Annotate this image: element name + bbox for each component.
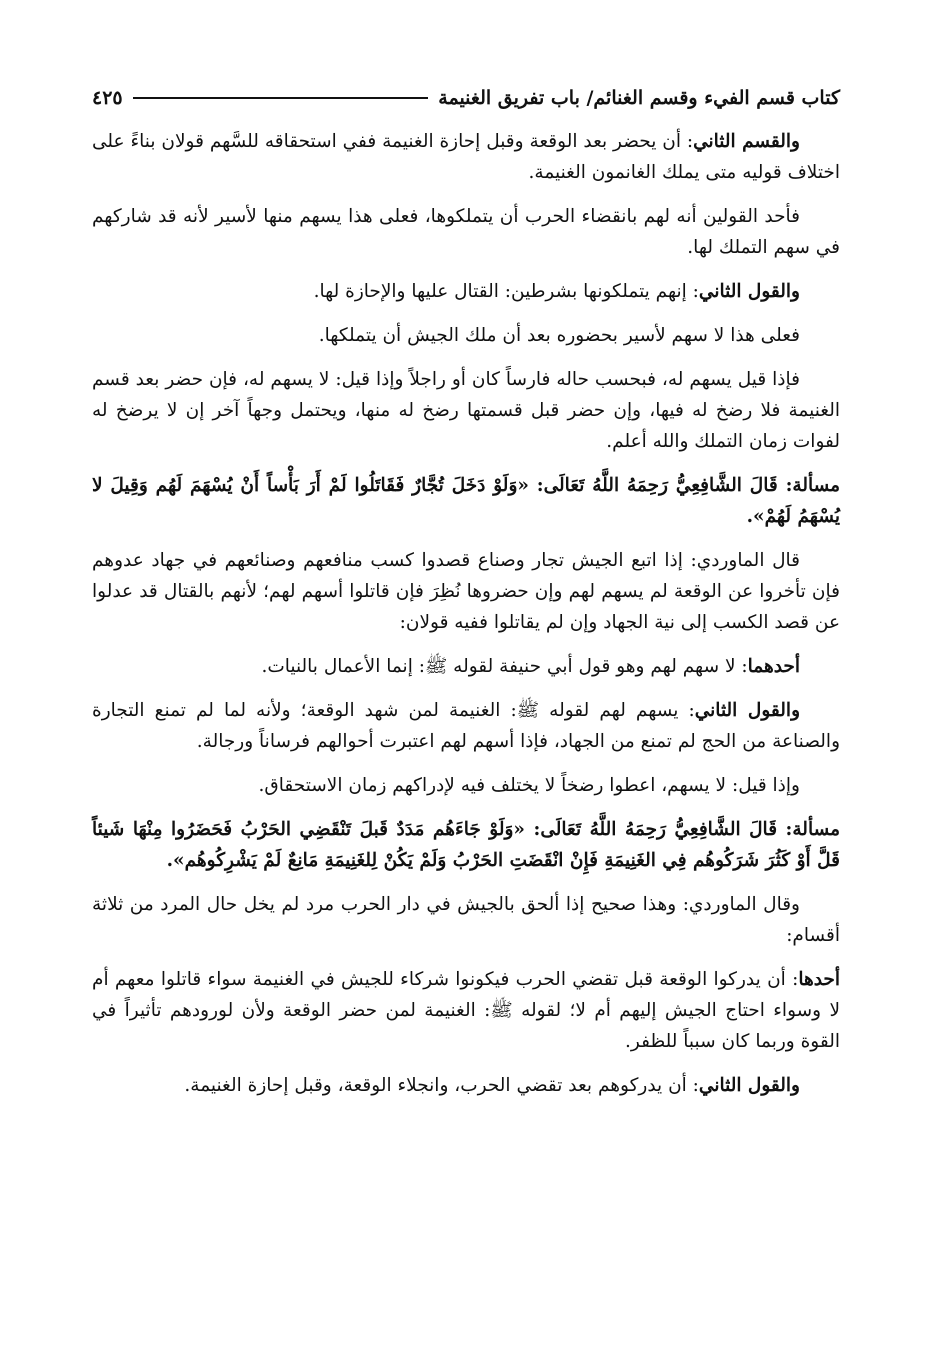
masala-paragraph (92, 470, 840, 532)
paragraph (92, 364, 840, 457)
paragraph-lead: والقول الثاني (698, 1075, 800, 1096)
paragraph-text: فأحد القولين أنه لهم بانقضاء الحرب أن يتملكوها، فعلى هذا يسهم منها لأسير لأنه قد شاركهم في سهم التملك لها. (92, 206, 840, 258)
running-header (92, 78, 840, 118)
paragraph-lead: مسألة: قَالَ الشَّافِعِيُّ (675, 475, 841, 496)
paragraph (92, 889, 840, 951)
paragraph-lead: والقول الثاني (694, 700, 801, 721)
paragraph-text: وإذا قيل: لا يسهم، اعطوا رضخاً لا يختلف فيه لإدراكهم زمان الاستحقاق. (258, 775, 800, 796)
paragraph (92, 1070, 840, 1101)
paragraph (92, 276, 840, 307)
paragraph (92, 964, 840, 1057)
paragraph-text: : أن يدركوا الوقعة قبل تقضي الحرب فيكونوا شركاء للجيش في الغنيمة سواء قاتلوا معهم أم لا وسواء احتاج الجيش إليهم أم لا؛ لقوله ﷺ: الغنيمة لمن حضر الوقعة ولأن لورودهم تأثيراً في القوة وربما كان سبباً للظفر. (92, 969, 840, 1052)
book-page (92, 78, 840, 1114)
paragraph-text: وقال الماوردي: وهذا صحيح إذا ألحق بالجيش في دار الحرب مرد لم يخل حال المرد من ثلاثة أقسام: (92, 894, 840, 946)
paragraph (92, 770, 840, 801)
paragraph (92, 695, 840, 757)
paragraph-text: رَحِمَهُ اللَّهُ تَعَالَى: «وَلَوْ جَاءَهُم مَدَدٌ قَبلَ تَنْقَضِي الحَرْبُ فَحَضَرُوا مِنْهَا شَيئاً قَلَّ أَوْ كَثُرَ شَرَكُوهُم فِي الغَنِيمَةِ فَإِنْ انْقَضَتِ الحَرْبُ وَلَمْ يَكُنْ لِلغَنِيمَةِ مَانِعٌ لَمْ يَشْرِكُوهُم». (92, 819, 840, 871)
paragraph (92, 545, 840, 638)
paragraph (92, 201, 840, 263)
paragraph-lead: مسألة: قَالَ الشَّافِعِيُّ (674, 819, 840, 840)
paragraph-lead: أحدهما (747, 656, 800, 677)
paragraph-lead: والقول الثاني (698, 281, 800, 302)
paragraph-text: فإذا قيل يسهم له، فبحسب حاله فارساً كان أو راجلاً وإذا قيل: لا يسهم له، فإن حضر بعد قسم الغنيمة فلا رضخ له فيها، وإن حضر قبل قسمتها رضخ له منها، ويحتمل وجهاً آخر إن لا يرضخ له لفوات زمان التملك والله أعلم. (92, 369, 840, 452)
body-text (92, 126, 840, 1101)
paragraph-text: : أن يدركوهم بعد تقضي الحرب، وانجلاء الوقعة، وقبل إحازة الغنيمة. (184, 1075, 699, 1096)
paragraph-text: : يسهم لهم لقوله ﷺ: الغنيمة لمن شهد الوقعة؛ ولأنه لما لم تمنع التجارة والصناعة من الحج لم تمنع من الجهاد، فإذا أسهم لهم اعتبرت أحوالهم فرساناً ورجالة. (92, 700, 840, 752)
paragraph-text: رَحِمَهُ اللَّهُ تَعَالَى: «وَلَوْ دَخَلَ تُجَّارٌ فَقَاتَلُوا لَمْ أَرَ بَأْساً أَنْ يُسْهَمَ لَهُم وَقِيلَ لا يُسْهَمُ لَهُمْ». (92, 475, 840, 527)
paragraph-text: : أن يحضر بعد الوقعة وقبل إحازة الغنيمة ففي استحقاقه للسَّهم قولان بناءً على اختلاف قوليه متى يملك الغانمون الغنيمة. (92, 131, 840, 183)
paragraph (92, 320, 840, 351)
paragraph-text: فعلى هذا لا سهم لأسير بحضوره بعد أن ملك الجيش أن يتملكها. (318, 325, 800, 346)
paragraph (92, 651, 840, 682)
paragraph-lead: أحدها (798, 969, 840, 990)
paragraph-text: : إنهم يتملكونها بشرطين: القتال عليها والإحازة لها. (313, 281, 699, 302)
paragraph-text: : لا سهم لهم وهو قول أبي حنيفة لقوله ﷺ: إنما الأعمال بالنيات. (261, 656, 748, 677)
running-title: كتاب قسم الفيء وقسم الغنائم/ باب تفريق الغنيمة (438, 87, 840, 109)
paragraph (92, 126, 840, 188)
paragraph-text: قال الماوردي: إذا اتبع الجيش تجار وصناع قصدوا كسب منافعهم وصنائعهم في جهاد عدوهم فإن تأخروا عن الوقعة لم يسهم لهم وإن حضروها نُظِرَ فإن قاتلوا أسهم لهم؛ لأنهم بالقتال قد عدلوا عن قصد الكسب إلى نية الجهاد وإن لم يقاتلوا ففيه قولان: (92, 550, 840, 633)
masala-paragraph (92, 814, 840, 876)
paragraph-lead: والقسم الثاني (693, 131, 800, 152)
page-number: ٤٢٥ (92, 87, 123, 109)
header-rule (133, 97, 429, 99)
